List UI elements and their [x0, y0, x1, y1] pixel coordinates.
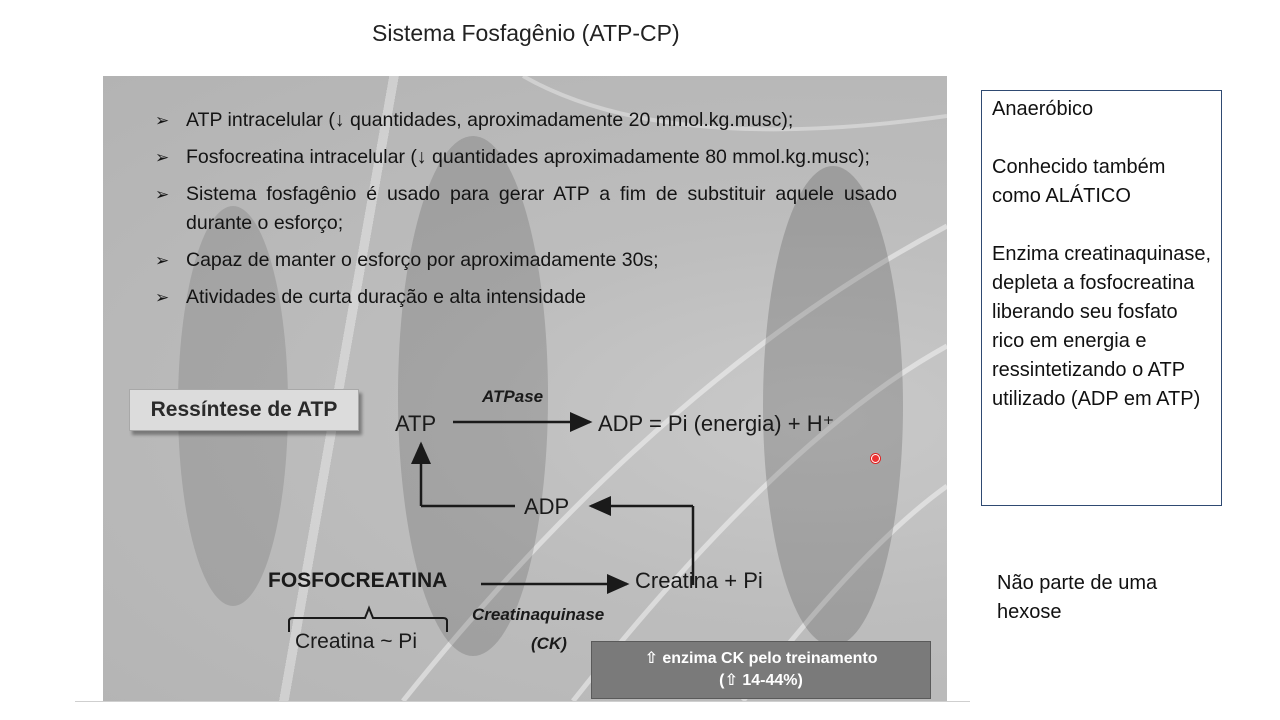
ressintese-heading: Ressíntese de ATP — [129, 389, 359, 431]
side-note-alatico: Conhecido também como ALÁTICO — [992, 156, 1166, 207]
bullet-arrow-icon: ➢ — [155, 111, 170, 130]
side-notes-box — [981, 90, 1222, 506]
brace-icon — [289, 608, 447, 632]
creatina-pi-label: Creatina + Pi — [635, 568, 763, 593]
creatina-p-label: Creatina ~ Pi — [295, 630, 417, 653]
adp-label: ADP — [524, 494, 570, 519]
adp-equation: ADP = Pi (energia) + H⁺ — [598, 411, 835, 436]
slide-title: Sistema Fosfagênio (ATP-CP) — [372, 20, 680, 46]
bullet-item: ➢ Atividades de curta duração e alta intensidade — [155, 283, 897, 312]
training-note-box — [591, 641, 931, 699]
bullet-item: ➢ Fosfocreatina intracelular (↓ quantidades aproximadamente 80 mmol.kg.musc); — [155, 143, 897, 172]
atp-label: ATP — [395, 411, 437, 436]
enzyme-abbr-label: (CK) — [531, 634, 567, 653]
pointer-dot — [871, 454, 880, 463]
bullet-arrow-icon: ➢ — [155, 288, 170, 307]
training-note-line2: (⇧ 14-44%) — [719, 672, 803, 689]
bullet-arrow-icon: ➢ — [155, 185, 170, 204]
side-note-anaerobico: Anaeróbico — [992, 98, 1094, 120]
bullet-item: ➢ Sistema fosfagênio é usado para gerar ATP a fim de substituir aquele usado durante o esforço; — [155, 180, 897, 238]
bullet-arrow-icon: ➢ — [155, 148, 170, 167]
divider — [75, 701, 970, 702]
fosfocreatina-label: FOSFOCREATINA — [268, 569, 448, 592]
side-note-enzima: Enzima creatinaquinase, depleta a fosfocreatina liberando seu fosfato rico em energia e ressintetizando o ATP utilizado (ADP em ATP) — [992, 243, 1212, 410]
enzyme-label: Creatinaquinase — [472, 605, 605, 624]
atpase-label: ATPase — [482, 387, 544, 406]
bullet-arrow-icon: ➢ — [155, 251, 170, 270]
training-note-line1: ⇧ enzima CK pelo treinamento — [644, 650, 878, 667]
content-panel — [103, 76, 947, 701]
bullet-item: ➢ ATP intracelular (↓ quantidades, aproximadamente 20 mmol.kg.musc); — [155, 106, 897, 135]
hexose-note: Não parte de uma hexose — [997, 572, 1158, 623]
bullet-item: ➢ Capaz de manter o esforço por aproximadamente 30s; — [155, 246, 897, 275]
